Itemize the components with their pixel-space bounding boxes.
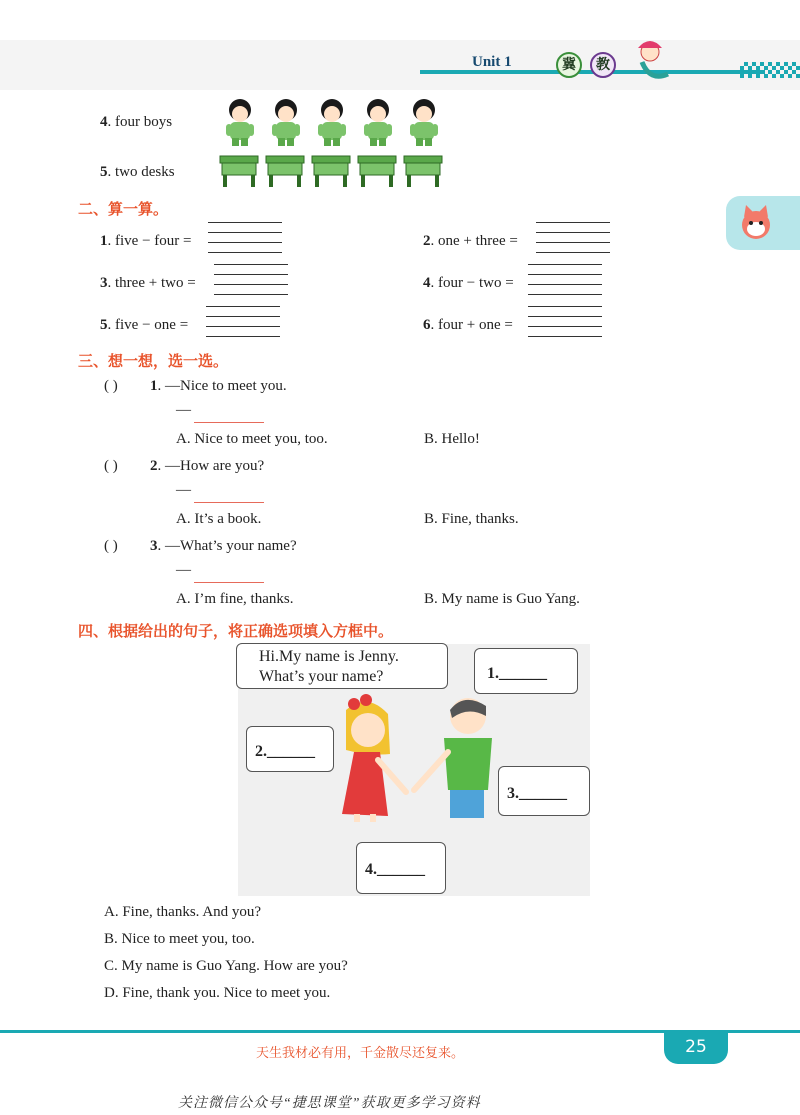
item-four-boys: 4. four boys [100, 114, 173, 130]
boys-image-row [218, 98, 450, 148]
reply-blank-3[interactable] [194, 582, 264, 583]
answer-paren-1[interactable]: ( ) [104, 378, 118, 394]
calc-item-2-writing-lines[interactable] [536, 222, 612, 262]
word-bank-option-a: A. Fine, thanks. And you? [104, 904, 262, 920]
answer-paren-3[interactable]: ( ) [104, 538, 118, 554]
item-two-desks: 5. two desks [100, 164, 175, 180]
calc-item-4-writing-lines[interactable] [528, 264, 604, 304]
option-b-1: B. Hello! [424, 431, 480, 447]
calc-item-4: 4. four − two = [423, 275, 514, 291]
fox-mascot-icon [736, 203, 776, 243]
header-checker-pattern [740, 62, 800, 78]
answer-paren-2[interactable]: ( ) [104, 458, 118, 474]
section-two-heading: 二、算一算。 [78, 200, 169, 218]
option-b-2: B. Fine, thanks. [424, 511, 519, 527]
side-tab [726, 196, 800, 250]
option-a-3: A. I’m fine, thanks. [176, 591, 294, 607]
calc-item-2: 2. one + three = [423, 233, 518, 249]
dialog-dash-3: — [176, 562, 191, 578]
desks-image-row [218, 152, 450, 190]
reply-blank-1[interactable] [194, 422, 264, 423]
footer-slogan: 天生我材必有用，千金散尽还复来。 [256, 1046, 465, 1061]
speech-bubble-blank-3[interactable]: 3.______ [498, 766, 590, 816]
word-bank-option-d: D. Fine, thank you. Nice to meet you. [104, 985, 331, 1001]
calc-item-5-writing-lines[interactable] [206, 306, 282, 346]
mermaid-mascot-icon [620, 38, 680, 82]
option-a-2: A. It’s a book. [176, 511, 262, 527]
calc-item-3: 3. three + two = [100, 275, 196, 291]
calc-item-5: 5. five − one = [100, 317, 189, 333]
boy-guo-yang-figure [414, 698, 492, 818]
calc-item-1-writing-lines[interactable] [208, 222, 284, 262]
unit-label: Unit 1 [472, 54, 512, 70]
word-bank-option-c: C. My name is Guo Yang. How are you? [104, 958, 348, 974]
calc-item-3-writing-lines[interactable] [214, 264, 290, 304]
speech-bubble-jenny: Hi.My name is Jenny. What’s your name? [236, 643, 448, 689]
speech-bubble-blank-4[interactable]: 4.______ [356, 842, 446, 894]
footer-note: 关注微信公众号“捷思课堂”获取更多学习资料 [178, 1096, 481, 1111]
desk-icon [218, 152, 450, 190]
boy-icon [218, 98, 450, 148]
speech-bubble-blank-1[interactable]: 1.______ [474, 648, 578, 694]
calc-item-6: 6. four + one = [423, 317, 513, 333]
section-three-heading: 三、想一想，选一选。 [78, 352, 229, 370]
dialog-dash-2: — [176, 482, 191, 498]
dialog-question-3: 3. —What’s your name? [150, 538, 297, 554]
dialog-dash-1: — [176, 402, 191, 418]
word-bank-option-b: B. Nice to meet you, too. [104, 931, 255, 947]
publisher-badge-jiao: 教 [590, 52, 616, 78]
section-four-heading: 四、根据给出的句子，将正确选项填入方框中。 [78, 622, 394, 640]
speech-bubble-blank-2[interactable]: 2.______ [246, 726, 334, 772]
publisher-badge-ji: 冀 [556, 52, 582, 78]
dialog-question-1: 1. —Nice to meet you. [150, 378, 287, 394]
option-b-3: B. My name is Guo Yang. [424, 591, 580, 607]
page-number: 25 [664, 1030, 728, 1064]
calc-item-6-writing-lines[interactable] [528, 306, 604, 346]
header-band [0, 40, 800, 90]
reply-blank-2[interactable] [194, 502, 264, 503]
dialog-question-2: 2. —How are you? [150, 458, 265, 474]
option-a-1: A. Nice to meet you, too. [176, 431, 328, 447]
calc-item-1: 1. five − four = [100, 233, 192, 249]
girl-jenny-figure [342, 694, 406, 822]
